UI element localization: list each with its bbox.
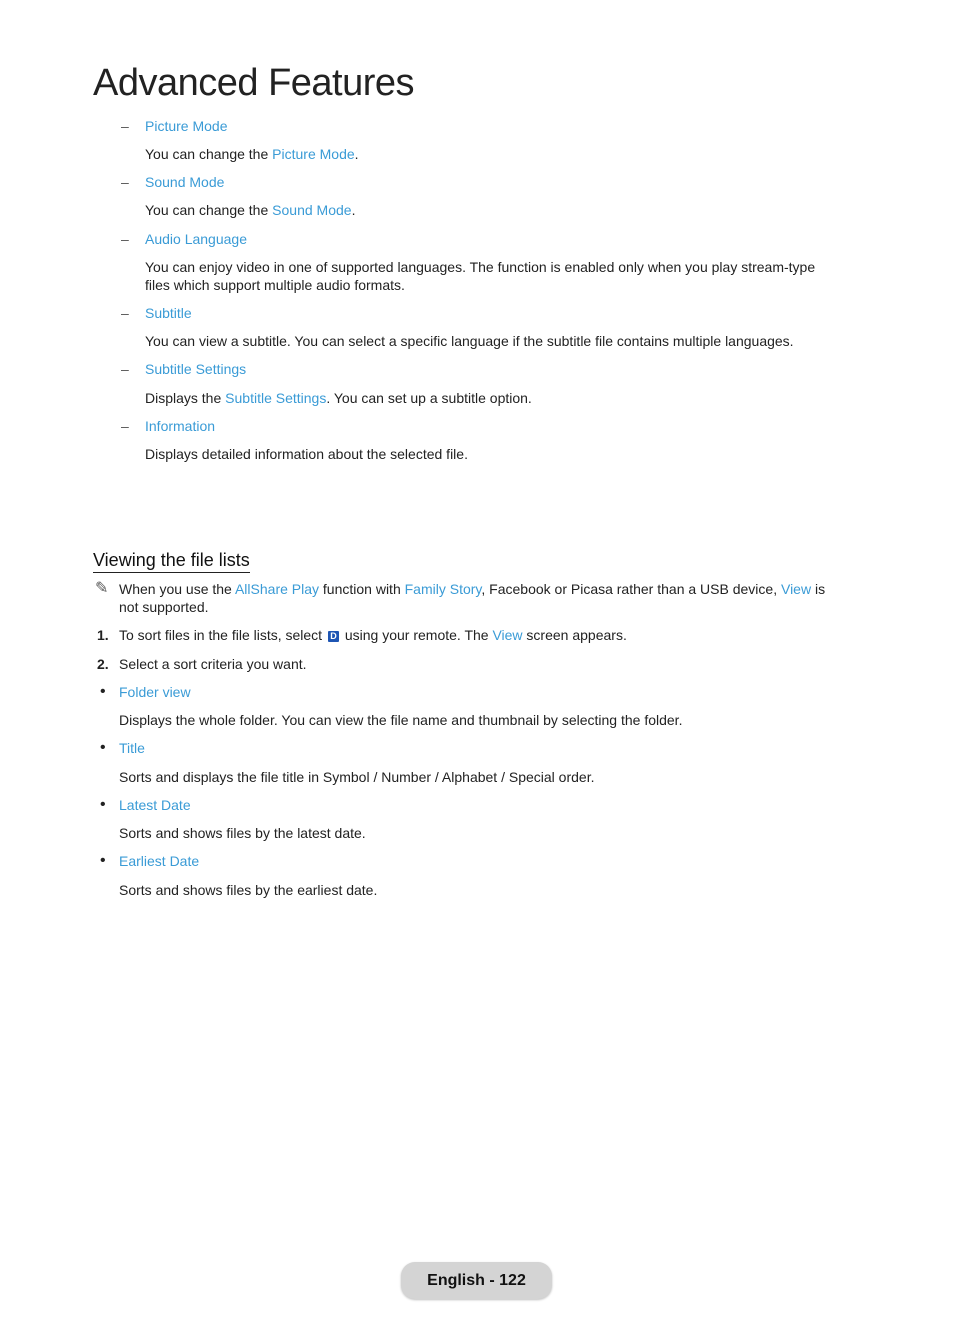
criteria-latest-date-link[interactable]: Latest Date — [119, 797, 191, 813]
desc-text: . — [354, 146, 359, 162]
allshare-play-link[interactable]: AllShare Play — [234, 581, 320, 597]
option-audio-language-desc-line1: You can enjoy video in one of supported languages. The function is enabled only when you play stream-type — [145, 259, 816, 275]
dash-marker: – — [121, 305, 129, 321]
option-subtitle-link[interactable]: Subtitle — [145, 305, 192, 321]
note-text: When you use the — [119, 581, 235, 597]
option-subtitle-desc: You can view a subtitle. You can select a specific language if the subtitle file contains multiple languages. — [145, 333, 794, 349]
option-picture-mode-link[interactable]: Picture Mode — [145, 118, 228, 134]
page-number-badge — [401, 1262, 552, 1299]
bullet-marker: • — [100, 796, 106, 813]
view-link[interactable]: View — [492, 627, 523, 643]
page-title: Advanced Features — [93, 62, 415, 104]
criteria-title-desc: Sorts and displays the file title in Symbol / Number / Alphabet / Special order. — [119, 769, 595, 785]
option-picture-mode-desc — [145, 145, 359, 163]
desc-text: . — [351, 202, 356, 218]
step-2-text: Select a sort criteria you want. — [119, 656, 307, 672]
note-text: , Facebook or Picasa rather than a USB device, — [481, 581, 781, 597]
option-sound-mode-desc — [145, 201, 355, 219]
view-link[interactable]: View — [780, 581, 812, 597]
criteria-earliest-date-desc: Sorts and shows files by the earliest date. — [119, 882, 378, 898]
step-text: using your remote. The — [340, 627, 493, 643]
dash-marker: – — [121, 361, 129, 377]
desc-text: Displays the — [145, 390, 226, 406]
desc-text: You can change the — [145, 146, 273, 162]
sound-mode-link[interactable]: Sound Mode — [272, 202, 352, 218]
note-line-2: not supported. — [119, 599, 209, 615]
option-audio-language-desc-line2: files which support multiple audio formats. — [145, 277, 405, 293]
step-number: 1. — [97, 627, 109, 643]
step-text: screen appears. — [522, 627, 627, 643]
option-audio-language-link[interactable]: Audio Language — [145, 231, 247, 247]
note-line-1 — [119, 580, 825, 598]
note-pencil-icon: ✎ — [95, 580, 109, 597]
dash-marker: – — [121, 231, 129, 247]
bullet-marker: • — [100, 852, 106, 869]
note-text: is — [811, 581, 826, 597]
subtitle-settings-link[interactable]: Subtitle Settings — [225, 390, 327, 406]
desc-text: You can change the — [145, 202, 273, 218]
option-subtitle-settings-link[interactable]: Subtitle Settings — [145, 361, 247, 377]
option-subtitle-settings-desc — [145, 389, 532, 407]
bullet-marker: • — [100, 739, 106, 756]
criteria-folder-view-desc: Displays the whole folder. You can view the file name and thumbnail by selecting the folder. — [119, 712, 683, 728]
desc-text: . You can set up a subtitle option. — [326, 390, 532, 406]
step-text: To sort files in the file lists, select — [119, 627, 326, 643]
criteria-latest-date-desc: Sorts and shows files by the latest date. — [119, 825, 366, 841]
family-story-link[interactable]: Family Story — [404, 581, 482, 597]
dash-marker: – — [121, 418, 129, 434]
criteria-folder-view-link[interactable]: Folder view — [119, 684, 191, 700]
bullet-marker: • — [100, 683, 106, 700]
section-heading: Viewing the file lists — [93, 548, 250, 573]
dash-marker: – — [121, 174, 129, 190]
option-information-link[interactable]: Information — [145, 418, 216, 434]
picture-mode-link[interactable]: Picture Mode — [272, 146, 355, 162]
note-text: function with — [319, 581, 405, 597]
d-button-icon: D — [328, 631, 339, 642]
dash-marker: – — [121, 118, 129, 134]
option-sound-mode-link[interactable]: Sound Mode — [145, 174, 225, 190]
option-information-desc: Displays detailed information about the selected file. — [145, 446, 468, 462]
criteria-title-link[interactable]: Title — [119, 740, 145, 756]
page-number-label: English - 122 — [427, 1271, 526, 1289]
step-number: 2. — [97, 656, 109, 672]
criteria-earliest-date-link[interactable]: Earliest Date — [119, 853, 200, 869]
step-1-text — [119, 626, 627, 644]
